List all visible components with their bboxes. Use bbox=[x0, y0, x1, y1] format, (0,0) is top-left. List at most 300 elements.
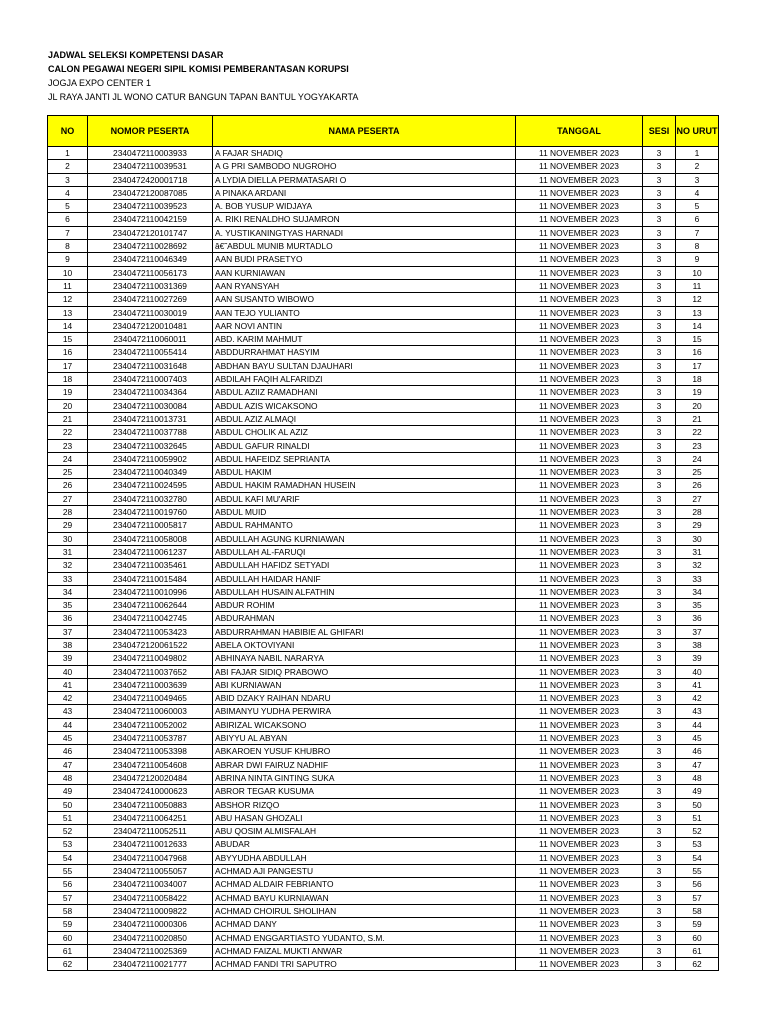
table-row bbox=[48, 226, 719, 239]
cell-sesi: 3 bbox=[643, 519, 676, 532]
cell-nama-peserta: ABDUR ROHIM bbox=[213, 599, 516, 612]
header-nomor-peserta: NOMOR PESERTA bbox=[88, 116, 213, 147]
cell-no: 57 bbox=[48, 891, 88, 904]
cell-no: 8 bbox=[48, 240, 88, 253]
cell-sesi: 3 bbox=[643, 865, 676, 878]
cell-nomor-peserta: 2340472110037652 bbox=[88, 665, 213, 678]
cell-tanggal: 11 NOVEMBER 2023 bbox=[516, 147, 643, 160]
cell-tanggal: 11 NOVEMBER 2023 bbox=[516, 559, 643, 572]
cell-tanggal: 11 NOVEMBER 2023 bbox=[516, 186, 643, 199]
cell-tanggal: 11 NOVEMBER 2023 bbox=[516, 506, 643, 519]
cell-nama-peserta: AAR NOVI ANTIN bbox=[213, 319, 516, 332]
cell-nama-peserta: ACHMAD FAIZAL MUKTI ANWAR bbox=[213, 944, 516, 957]
cell-nomor-peserta: 2340472110050883 bbox=[88, 798, 213, 811]
table-row bbox=[48, 439, 719, 452]
cell-no: 49 bbox=[48, 785, 88, 798]
cell-nama-peserta: ABDULLAH HAFIDZ SETYADI bbox=[213, 559, 516, 572]
cell-no: 16 bbox=[48, 346, 88, 359]
cell-no-urut: 34 bbox=[676, 585, 719, 598]
cell-tanggal: 11 NOVEMBER 2023 bbox=[516, 346, 643, 359]
cell-no: 14 bbox=[48, 319, 88, 332]
cell-no: 39 bbox=[48, 652, 88, 665]
cell-tanggal: 11 NOVEMBER 2023 bbox=[516, 452, 643, 465]
table-row bbox=[48, 173, 719, 186]
cell-sesi: 3 bbox=[643, 665, 676, 678]
cell-sesi: 3 bbox=[643, 918, 676, 931]
cell-no-urut: 36 bbox=[676, 612, 719, 625]
cell-sesi: 3 bbox=[643, 692, 676, 705]
cell-tanggal: 11 NOVEMBER 2023 bbox=[516, 918, 643, 931]
header-tanggal: TANGGAL bbox=[516, 116, 643, 147]
table-row bbox=[48, 200, 719, 213]
table-row bbox=[48, 559, 719, 572]
table-row bbox=[48, 519, 719, 532]
cell-sesi: 3 bbox=[643, 798, 676, 811]
cell-no-urut: 56 bbox=[676, 878, 719, 891]
cell-nama-peserta: A. BOB YUSUP WIDJAYA bbox=[213, 200, 516, 213]
table-row bbox=[48, 638, 719, 651]
cell-nomor-peserta: 2340472110056173 bbox=[88, 266, 213, 279]
table-row bbox=[48, 904, 719, 917]
cell-no: 45 bbox=[48, 732, 88, 745]
header-no-urut: NO URUT bbox=[676, 116, 719, 147]
table-row bbox=[48, 891, 719, 904]
cell-no: 46 bbox=[48, 745, 88, 758]
cell-nomor-peserta: 2340472110053398 bbox=[88, 745, 213, 758]
cell-nomor-peserta: 2340472110020850 bbox=[88, 931, 213, 944]
cell-nomor-peserta: 2340472110027269 bbox=[88, 293, 213, 306]
table-row bbox=[48, 665, 719, 678]
cell-sesi: 3 bbox=[643, 838, 676, 851]
cell-sesi: 3 bbox=[643, 638, 676, 651]
cell-sesi: 3 bbox=[643, 811, 676, 824]
cell-no-urut: 58 bbox=[676, 904, 719, 917]
cell-nomor-peserta: 2340472110039523 bbox=[88, 200, 213, 213]
cell-tanggal: 11 NOVEMBER 2023 bbox=[516, 904, 643, 917]
cell-tanggal: 11 NOVEMBER 2023 bbox=[516, 745, 643, 758]
cell-nomor-peserta: 2340472110005817 bbox=[88, 519, 213, 532]
cell-nama-peserta: ABIRIZAL WICAKSONO bbox=[213, 718, 516, 731]
table-row bbox=[48, 240, 719, 253]
cell-nama-peserta: ABRINA NINTA GINTING SUKA bbox=[213, 771, 516, 784]
cell-no: 40 bbox=[48, 665, 88, 678]
cell-no-urut: 10 bbox=[676, 266, 719, 279]
cell-sesi: 3 bbox=[643, 931, 676, 944]
cell-no: 55 bbox=[48, 865, 88, 878]
cell-no: 62 bbox=[48, 958, 88, 971]
cell-no: 48 bbox=[48, 771, 88, 784]
cell-no: 24 bbox=[48, 452, 88, 465]
cell-tanggal: 11 NOVEMBER 2023 bbox=[516, 825, 643, 838]
cell-nama-peserta: ABDUL KAFI MU'ARIF bbox=[213, 492, 516, 505]
cell-no: 11 bbox=[48, 279, 88, 292]
cell-no-urut: 53 bbox=[676, 838, 719, 851]
table-row bbox=[48, 572, 719, 585]
cell-sesi: 3 bbox=[643, 705, 676, 718]
header-no: NO bbox=[48, 116, 88, 147]
cell-sesi: 3 bbox=[643, 253, 676, 266]
cell-tanggal: 11 NOVEMBER 2023 bbox=[516, 851, 643, 864]
header-subtitle: CALON PEGAWAI NEGERI SIPIL KOMISI PEMBERANTASAN KORUPSI bbox=[48, 64, 349, 74]
cell-nomor-peserta: 2340472110030019 bbox=[88, 306, 213, 319]
table-row bbox=[48, 293, 719, 306]
cell-no: 37 bbox=[48, 625, 88, 638]
table-row bbox=[48, 452, 719, 465]
cell-nama-peserta: ACHMAD ALDAIR FEBRIANTO bbox=[213, 878, 516, 891]
cell-tanggal: 11 NOVEMBER 2023 bbox=[516, 173, 643, 186]
cell-tanggal: 11 NOVEMBER 2023 bbox=[516, 665, 643, 678]
cell-tanggal: 11 NOVEMBER 2023 bbox=[516, 200, 643, 213]
cell-no-urut: 44 bbox=[676, 718, 719, 731]
cell-nomor-peserta: 2340472110032645 bbox=[88, 439, 213, 452]
table-row bbox=[48, 373, 719, 386]
cell-sesi: 3 bbox=[643, 825, 676, 838]
cell-nama-peserta: AAN RYANSYAH bbox=[213, 279, 516, 292]
cell-tanggal: 11 NOVEMBER 2023 bbox=[516, 412, 643, 425]
cell-nama-peserta: ACHMAD CHOIRUL SHOLIHAN bbox=[213, 904, 516, 917]
table-row bbox=[48, 479, 719, 492]
cell-nomor-peserta: 2340472110034364 bbox=[88, 386, 213, 399]
cell-nomor-peserta: 2340472110053423 bbox=[88, 625, 213, 638]
cell-no-urut: 47 bbox=[676, 758, 719, 771]
cell-nomor-peserta: 2340472110046349 bbox=[88, 253, 213, 266]
cell-no-urut: 54 bbox=[676, 851, 719, 864]
cell-no: 53 bbox=[48, 838, 88, 851]
cell-tanggal: 11 NOVEMBER 2023 bbox=[516, 931, 643, 944]
table-row bbox=[48, 705, 719, 718]
cell-sesi: 3 bbox=[643, 904, 676, 917]
cell-tanggal: 11 NOVEMBER 2023 bbox=[516, 253, 643, 266]
document-header bbox=[48, 48, 358, 104]
cell-nomor-peserta: 2340472420001718 bbox=[88, 173, 213, 186]
cell-sesi: 3 bbox=[643, 851, 676, 864]
cell-sesi: 3 bbox=[643, 346, 676, 359]
cell-sesi: 3 bbox=[643, 426, 676, 439]
cell-no: 18 bbox=[48, 373, 88, 386]
cell-tanggal: 11 NOVEMBER 2023 bbox=[516, 479, 643, 492]
cell-sesi: 3 bbox=[643, 373, 676, 386]
table-row bbox=[48, 279, 719, 292]
cell-tanggal: 11 NOVEMBER 2023 bbox=[516, 492, 643, 505]
cell-nama-peserta: ABID DZAKY RAIHAN NDARU bbox=[213, 692, 516, 705]
table-row bbox=[48, 147, 719, 160]
cell-no-urut: 25 bbox=[676, 466, 719, 479]
cell-nomor-peserta: 2340472110058008 bbox=[88, 532, 213, 545]
cell-no-urut: 33 bbox=[676, 572, 719, 585]
cell-no-urut: 46 bbox=[676, 745, 719, 758]
table-row bbox=[48, 838, 719, 851]
cell-no: 36 bbox=[48, 612, 88, 625]
cell-no-urut: 62 bbox=[676, 958, 719, 971]
cell-nomor-peserta: 2340472110032780 bbox=[88, 492, 213, 505]
participant-table bbox=[47, 115, 719, 971]
header-title: JADWAL SELEKSI KOMPETENSI DASAR bbox=[48, 50, 224, 60]
cell-no-urut: 29 bbox=[676, 519, 719, 532]
cell-sesi: 3 bbox=[643, 439, 676, 452]
cell-nomor-peserta: 2340472110007403 bbox=[88, 373, 213, 386]
cell-no: 27 bbox=[48, 492, 88, 505]
cell-tanggal: 11 NOVEMBER 2023 bbox=[516, 386, 643, 399]
cell-tanggal: 11 NOVEMBER 2023 bbox=[516, 705, 643, 718]
table-header-row bbox=[48, 116, 719, 147]
cell-no-urut: 52 bbox=[676, 825, 719, 838]
cell-no-urut: 31 bbox=[676, 545, 719, 558]
cell-tanggal: 11 NOVEMBER 2023 bbox=[516, 545, 643, 558]
cell-nama-peserta: ABROR TEGAR KUSUMA bbox=[213, 785, 516, 798]
cell-nama-peserta: ACHMAD ENGGARTIASTO YUDANTO, S.M. bbox=[213, 931, 516, 944]
table-row bbox=[48, 678, 719, 691]
cell-no-urut: 22 bbox=[676, 426, 719, 439]
cell-sesi: 3 bbox=[643, 213, 676, 226]
cell-tanggal: 11 NOVEMBER 2023 bbox=[516, 333, 643, 346]
cell-nama-peserta: ACHMAD BAYU KURNIAWAN bbox=[213, 891, 516, 904]
cell-no: 6 bbox=[48, 213, 88, 226]
cell-sesi: 3 bbox=[643, 386, 676, 399]
cell-nama-peserta: ABDUL AZIZ ALMAQI bbox=[213, 412, 516, 425]
cell-no-urut: 45 bbox=[676, 732, 719, 745]
cell-nama-peserta: ABELA OKTOVIYANI bbox=[213, 638, 516, 651]
table-row bbox=[48, 918, 719, 931]
cell-nomor-peserta: 2340472110058422 bbox=[88, 891, 213, 904]
table-row bbox=[48, 319, 719, 332]
cell-no-urut: 35 bbox=[676, 599, 719, 612]
table-row bbox=[48, 399, 719, 412]
cell-no: 35 bbox=[48, 599, 88, 612]
table-row bbox=[48, 612, 719, 625]
cell-nama-peserta: A PINAKA ARDANI bbox=[213, 186, 516, 199]
cell-no: 19 bbox=[48, 386, 88, 399]
cell-sesi: 3 bbox=[643, 944, 676, 957]
header-nama-peserta: NAMA PESERTA bbox=[213, 116, 516, 147]
cell-nama-peserta: ABDUL MUID bbox=[213, 506, 516, 519]
cell-nama-peserta: ABDUL RAHMANTO bbox=[213, 519, 516, 532]
cell-nama-peserta: AAN TEJO YULIANTO bbox=[213, 306, 516, 319]
cell-nama-peserta: ABUDAR bbox=[213, 838, 516, 851]
cell-sesi: 3 bbox=[643, 771, 676, 784]
cell-sesi: 3 bbox=[643, 293, 676, 306]
cell-tanggal: 11 NOVEMBER 2023 bbox=[516, 572, 643, 585]
cell-tanggal: 11 NOVEMBER 2023 bbox=[516, 359, 643, 372]
cell-no-urut: 1 bbox=[676, 147, 719, 160]
cell-nomor-peserta: 2340472110040349 bbox=[88, 466, 213, 479]
table-row bbox=[48, 359, 719, 372]
table-row bbox=[48, 333, 719, 346]
cell-nomor-peserta: 2340472120087085 bbox=[88, 186, 213, 199]
table-row bbox=[48, 745, 719, 758]
cell-no-urut: 41 bbox=[676, 678, 719, 691]
cell-no: 20 bbox=[48, 399, 88, 412]
table-row bbox=[48, 213, 719, 226]
cell-sesi: 3 bbox=[643, 319, 676, 332]
cell-nama-peserta: A. RIKI RENALDHO SUJAMRON bbox=[213, 213, 516, 226]
table-row bbox=[48, 160, 719, 173]
cell-nama-peserta: AAN KURNIAWAN bbox=[213, 266, 516, 279]
cell-sesi: 3 bbox=[643, 678, 676, 691]
header-venue: JOGJA EXPO CENTER 1 bbox=[48, 78, 152, 88]
cell-no: 34 bbox=[48, 585, 88, 598]
table-row bbox=[48, 811, 719, 824]
cell-nama-peserta: A LYDIA DIELLA PERMATASARI O bbox=[213, 173, 516, 186]
cell-no-urut: 17 bbox=[676, 359, 719, 372]
cell-nama-peserta: ABYYUDHA ABDULLAH bbox=[213, 851, 516, 864]
cell-no-urut: 11 bbox=[676, 279, 719, 292]
cell-nomor-peserta: 2340472110052002 bbox=[88, 718, 213, 731]
cell-no: 47 bbox=[48, 758, 88, 771]
cell-no: 32 bbox=[48, 559, 88, 572]
cell-no: 2 bbox=[48, 160, 88, 173]
cell-no-urut: 49 bbox=[676, 785, 719, 798]
cell-no-urut: 3 bbox=[676, 173, 719, 186]
cell-no: 28 bbox=[48, 506, 88, 519]
cell-no: 1 bbox=[48, 147, 88, 160]
cell-no: 42 bbox=[48, 692, 88, 705]
cell-nomor-peserta: 2340472110060003 bbox=[88, 705, 213, 718]
cell-nomor-peserta: 2340472110052511 bbox=[88, 825, 213, 838]
cell-no: 22 bbox=[48, 426, 88, 439]
cell-nomor-peserta: 2340472110013731 bbox=[88, 412, 213, 425]
cell-no-urut: 7 bbox=[676, 226, 719, 239]
table-row bbox=[48, 825, 719, 838]
cell-no-urut: 6 bbox=[676, 213, 719, 226]
cell-sesi: 3 bbox=[643, 160, 676, 173]
cell-no: 12 bbox=[48, 293, 88, 306]
cell-tanggal: 11 NOVEMBER 2023 bbox=[516, 279, 643, 292]
cell-sesi: 3 bbox=[643, 745, 676, 758]
cell-nama-peserta: ABKAROEN YUSUF KHUBRO bbox=[213, 745, 516, 758]
cell-sesi: 3 bbox=[643, 506, 676, 519]
cell-no-urut: 23 bbox=[676, 439, 719, 452]
table-row bbox=[48, 878, 719, 891]
cell-no-urut: 48 bbox=[676, 771, 719, 784]
cell-nama-peserta: ACHMAD FANDI TRI SAPUTRO bbox=[213, 958, 516, 971]
cell-nama-peserta: â€˜ABDUL MUNIB MURTADLO bbox=[213, 240, 516, 253]
cell-nama-peserta: ABDDURRAHMAT HASYIM bbox=[213, 346, 516, 359]
cell-sesi: 3 bbox=[643, 200, 676, 213]
cell-tanggal: 11 NOVEMBER 2023 bbox=[516, 599, 643, 612]
cell-nama-peserta: ABDULLAH HAIDAR HANIF bbox=[213, 572, 516, 585]
cell-no-urut: 12 bbox=[676, 293, 719, 306]
cell-nama-peserta: ABHINAYA NABIL NARARYA bbox=[213, 652, 516, 665]
cell-no: 21 bbox=[48, 412, 88, 425]
cell-nomor-peserta: 2340472120101747 bbox=[88, 226, 213, 239]
cell-no: 13 bbox=[48, 306, 88, 319]
cell-nama-peserta: ABIYYU AL ABYAN bbox=[213, 732, 516, 745]
cell-sesi: 3 bbox=[643, 545, 676, 558]
cell-tanggal: 11 NOVEMBER 2023 bbox=[516, 638, 643, 651]
cell-nomor-peserta: 2340472110025369 bbox=[88, 944, 213, 957]
cell-no-urut: 19 bbox=[676, 386, 719, 399]
cell-no-urut: 15 bbox=[676, 333, 719, 346]
cell-no-urut: 16 bbox=[676, 346, 719, 359]
cell-nama-peserta: ABDHAN BAYU SULTAN DJAUHARI bbox=[213, 359, 516, 372]
cell-no-urut: 50 bbox=[676, 798, 719, 811]
cell-tanggal: 11 NOVEMBER 2023 bbox=[516, 732, 643, 745]
cell-no-urut: 51 bbox=[676, 811, 719, 824]
table-row bbox=[48, 958, 719, 971]
cell-sesi: 3 bbox=[643, 652, 676, 665]
cell-no-urut: 32 bbox=[676, 559, 719, 572]
cell-tanggal: 11 NOVEMBER 2023 bbox=[516, 306, 643, 319]
cell-nama-peserta: ABDULLAH AL-FARUQI bbox=[213, 545, 516, 558]
cell-nama-peserta: ABDUL HAFEIDZ SEPRIANTA bbox=[213, 452, 516, 465]
cell-no: 3 bbox=[48, 173, 88, 186]
cell-sesi: 3 bbox=[643, 559, 676, 572]
cell-nomor-peserta: 2340472110060011 bbox=[88, 333, 213, 346]
cell-nama-peserta: ABDUL AZIS WICAKSONO bbox=[213, 399, 516, 412]
cell-sesi: 3 bbox=[643, 718, 676, 731]
cell-nama-peserta: ABI FAJAR SIDIQ PRABOWO bbox=[213, 665, 516, 678]
cell-nomor-peserta: 2340472110059902 bbox=[88, 452, 213, 465]
table-row bbox=[48, 306, 719, 319]
cell-no-urut: 4 bbox=[676, 186, 719, 199]
table-row bbox=[48, 851, 719, 864]
cell-sesi: 3 bbox=[643, 625, 676, 638]
cell-tanggal: 11 NOVEMBER 2023 bbox=[516, 426, 643, 439]
cell-sesi: 3 bbox=[643, 958, 676, 971]
cell-sesi: 3 bbox=[643, 306, 676, 319]
cell-sesi: 3 bbox=[643, 173, 676, 186]
table-row bbox=[48, 599, 719, 612]
cell-no: 61 bbox=[48, 944, 88, 957]
cell-no: 60 bbox=[48, 931, 88, 944]
cell-nama-peserta: ABDUL AZIIZ RAMADHANI bbox=[213, 386, 516, 399]
table-row bbox=[48, 426, 719, 439]
cell-nama-peserta: ACHMAD DANY bbox=[213, 918, 516, 931]
cell-tanggal: 11 NOVEMBER 2023 bbox=[516, 226, 643, 239]
cell-sesi: 3 bbox=[643, 147, 676, 160]
cell-no: 41 bbox=[48, 678, 88, 691]
cell-tanggal: 11 NOVEMBER 2023 bbox=[516, 692, 643, 705]
table-body bbox=[48, 147, 719, 971]
cell-nama-peserta: ABDULLAH HUSAIN ALFATHIN bbox=[213, 585, 516, 598]
table-row bbox=[48, 506, 719, 519]
cell-sesi: 3 bbox=[643, 785, 676, 798]
table-row bbox=[48, 758, 719, 771]
cell-no-urut: 24 bbox=[676, 452, 719, 465]
cell-sesi: 3 bbox=[643, 891, 676, 904]
cell-no-urut: 60 bbox=[676, 931, 719, 944]
cell-nomor-peserta: 2340472120020484 bbox=[88, 771, 213, 784]
cell-tanggal: 11 NOVEMBER 2023 bbox=[516, 944, 643, 957]
cell-sesi: 3 bbox=[643, 612, 676, 625]
cell-nama-peserta: ABSHOR RIZQO bbox=[213, 798, 516, 811]
cell-tanggal: 11 NOVEMBER 2023 bbox=[516, 160, 643, 173]
cell-nomor-peserta: 2340472110030084 bbox=[88, 399, 213, 412]
cell-nomor-peserta: 2340472110031648 bbox=[88, 359, 213, 372]
cell-nomor-peserta: 2340472110037788 bbox=[88, 426, 213, 439]
cell-no-urut: 2 bbox=[676, 160, 719, 173]
cell-no: 25 bbox=[48, 466, 88, 479]
cell-nama-peserta: ABI KURNIAWAN bbox=[213, 678, 516, 691]
cell-nomor-peserta: 2340472110049465 bbox=[88, 692, 213, 705]
cell-nama-peserta: ABDUL HAKIM RAMADHAN HUSEIN bbox=[213, 479, 516, 492]
cell-sesi: 3 bbox=[643, 758, 676, 771]
cell-nomor-peserta: 2340472110049802 bbox=[88, 652, 213, 665]
cell-no: 31 bbox=[48, 545, 88, 558]
cell-no: 59 bbox=[48, 918, 88, 931]
cell-no: 5 bbox=[48, 200, 88, 213]
cell-nomor-peserta: 2340472110003933 bbox=[88, 147, 213, 160]
cell-sesi: 3 bbox=[643, 878, 676, 891]
cell-no-urut: 61 bbox=[676, 944, 719, 957]
table-row bbox=[48, 545, 719, 558]
cell-nomor-peserta: 2340472110055057 bbox=[88, 865, 213, 878]
cell-no-urut: 59 bbox=[676, 918, 719, 931]
cell-nama-peserta: ABD. KARIM MAHMUT bbox=[213, 333, 516, 346]
cell-nama-peserta: ABDURRAHMAN HABIBIE AL GHIFARI bbox=[213, 625, 516, 638]
cell-no: 26 bbox=[48, 479, 88, 492]
cell-tanggal: 11 NOVEMBER 2023 bbox=[516, 798, 643, 811]
